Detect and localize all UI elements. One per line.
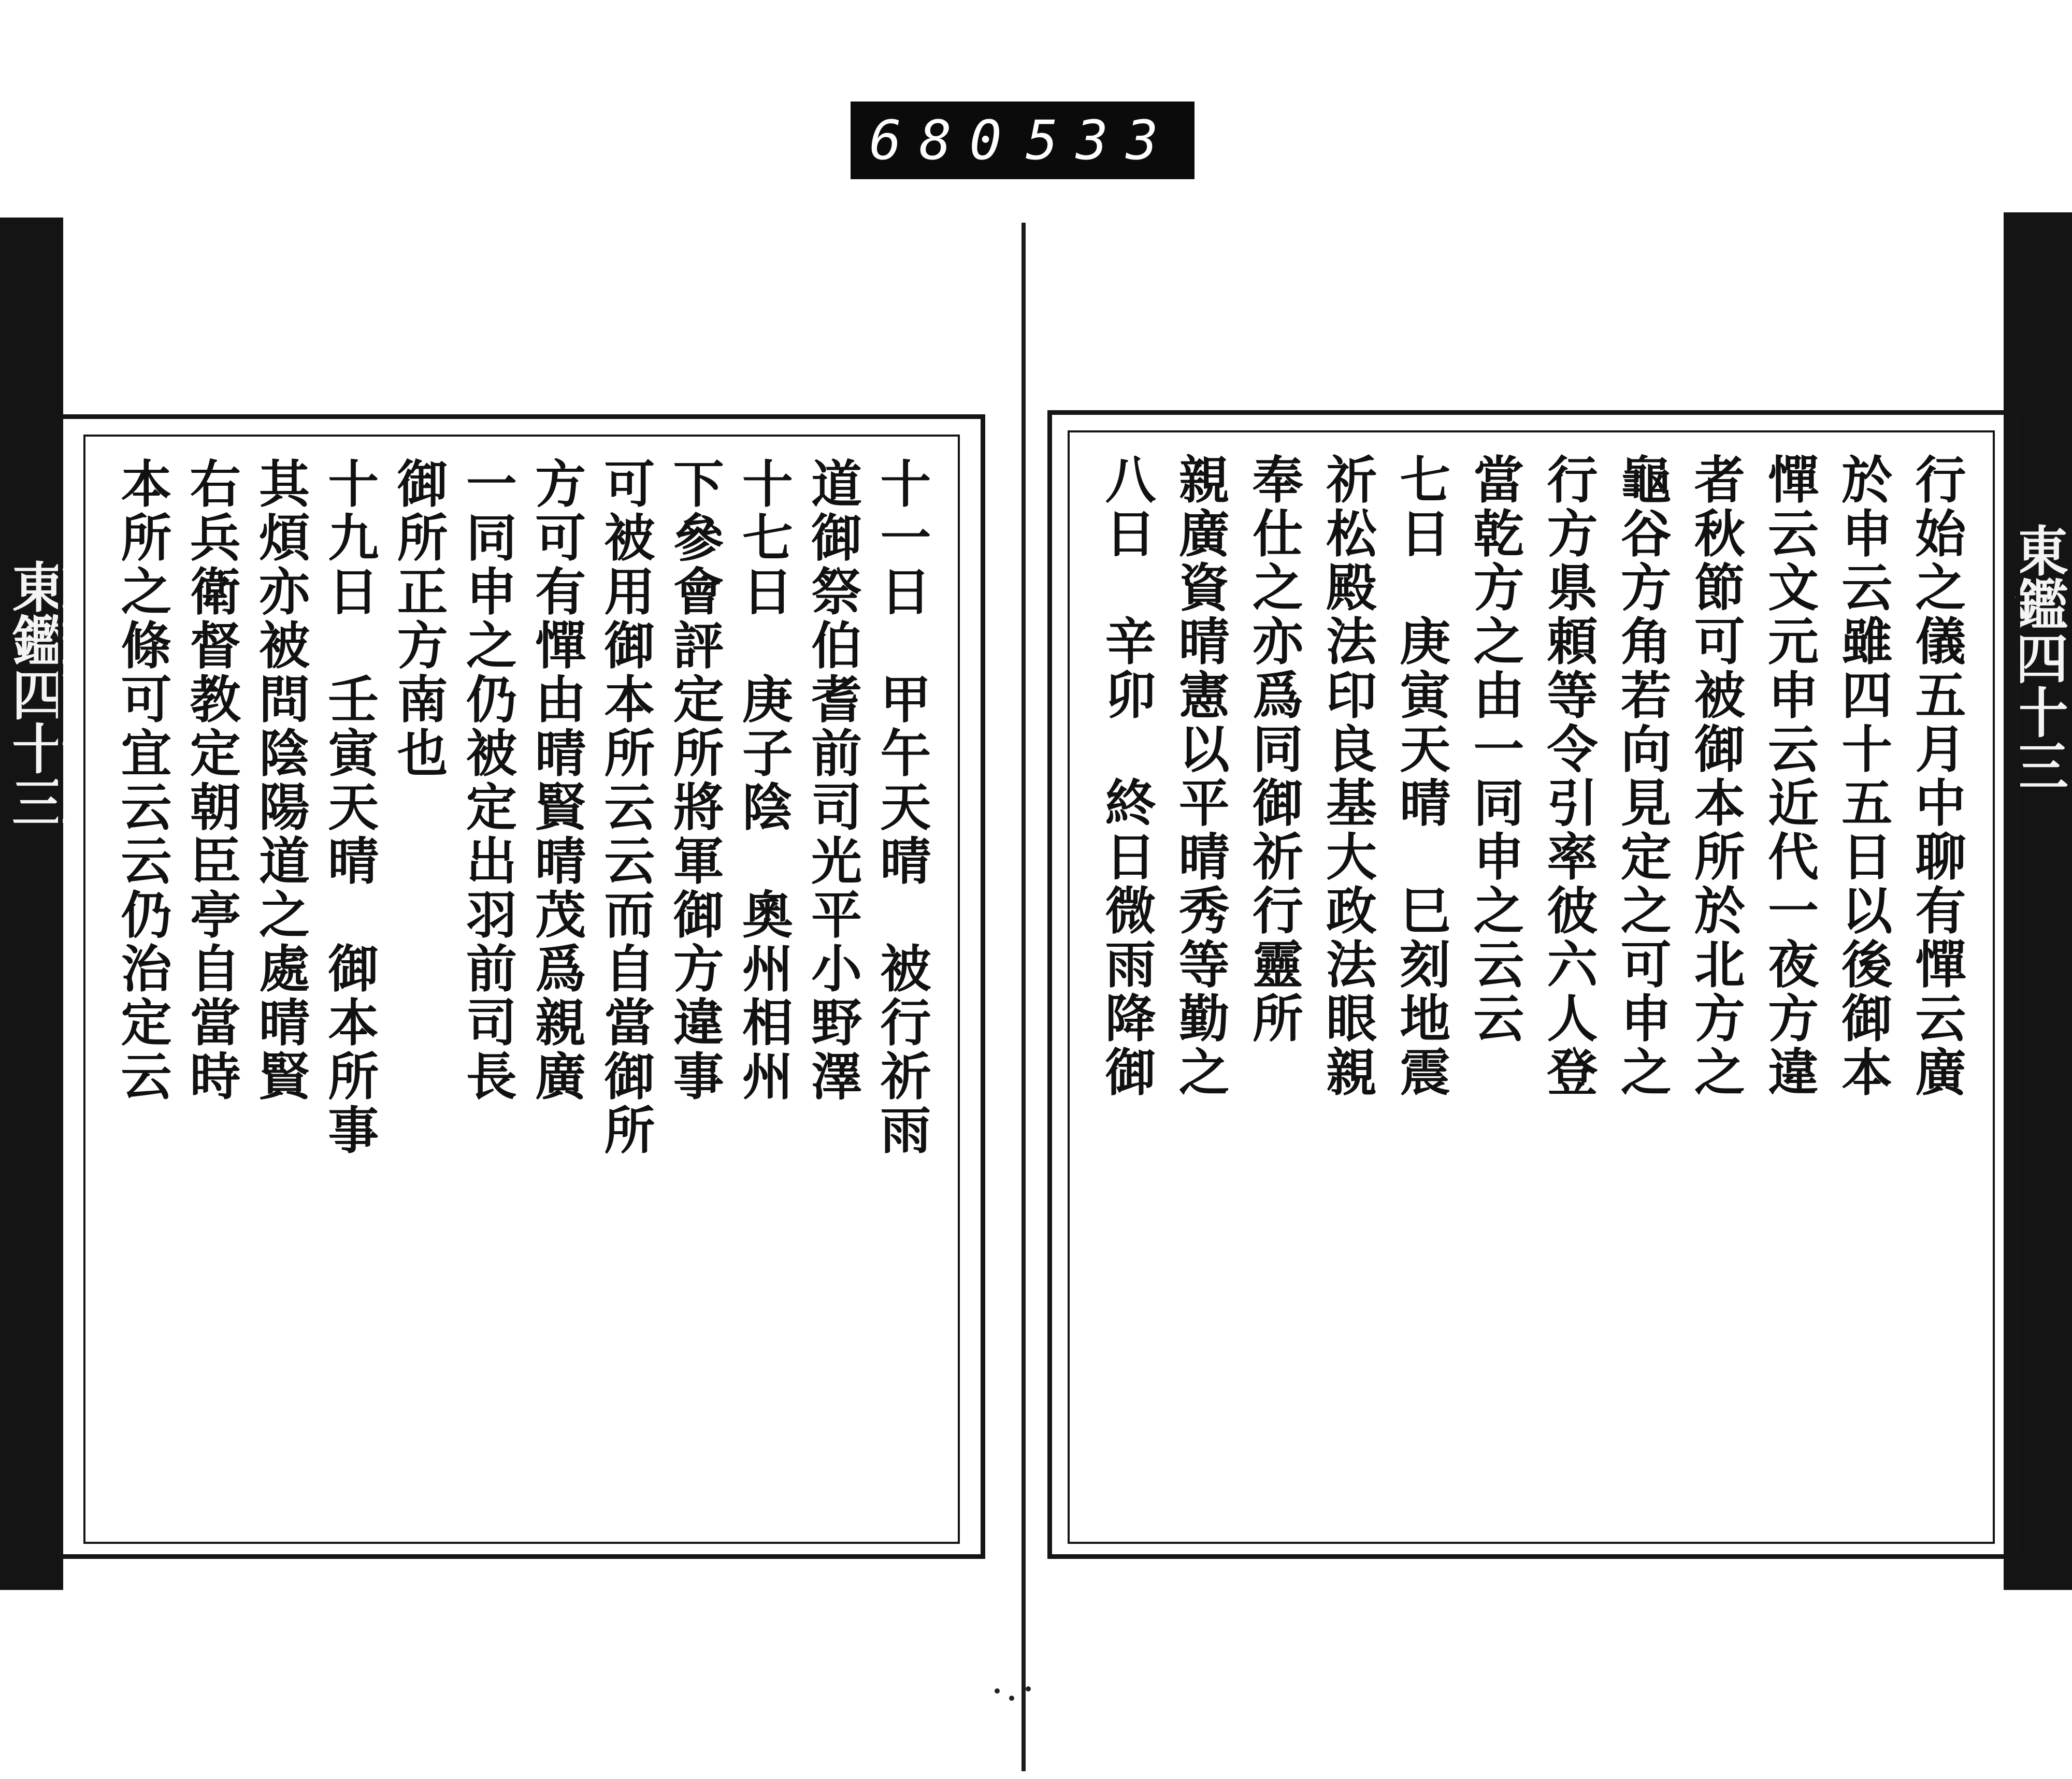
- text-column: 十七日 庚子陰 奧州相州: [733, 457, 794, 1104]
- text-column: 祈松殿法印良基大政法眼親: [1317, 453, 1377, 1100]
- right-page-text: [1097, 453, 1966, 1521]
- right-page-inner-border: [1068, 430, 1995, 1544]
- frame-number-right: 533: [1026, 109, 1176, 172]
- text-column: 可被用御本所云云而自當御所: [595, 457, 655, 1158]
- text-column: 八日 辛卯 終日微雨降御: [1097, 453, 1156, 1100]
- ink-specks: [984, 1683, 1046, 1704]
- text-column: 御所正方南也: [388, 457, 449, 780]
- text-column: 龜谷方角若向見定之可申之: [1612, 453, 1672, 1100]
- frame-number-label: [851, 102, 1195, 179]
- text-column: 行始之儀五月中聊有憚云廣: [1906, 453, 1966, 1100]
- text-column: 一同申之仍被定出羽前司長: [457, 457, 517, 1104]
- text-column: 下參會評定所將軍御方違事: [665, 457, 725, 1104]
- text-column: 道御祭伯耆前司光平小野澤: [802, 457, 862, 1104]
- top-margin: [0, 0, 2072, 83]
- text-column: 於申云雖四十五日以後御本: [1833, 453, 1893, 1100]
- text-column: 方可有憚由晴賢晴茂爲親廣: [526, 457, 586, 1104]
- right-edge-title: 東鑑四十三: [2005, 523, 2069, 792]
- text-column: 當乾方之由一同申之云云: [1464, 453, 1524, 1046]
- text-column: 行方県頼等令引率彼六人登: [1538, 453, 1599, 1100]
- left-page-frame: [58, 414, 985, 1559]
- frame-number-left: 680: [869, 109, 1019, 172]
- text-column: 十九日 壬寅天晴 御本所事: [319, 457, 379, 1158]
- text-column: 奉仕之亦爲同御祈行靈所: [1244, 453, 1304, 1046]
- left-page-text: [112, 457, 931, 1521]
- text-column: 十一日 甲午天晴 被行祈雨: [871, 457, 931, 1158]
- text-column: 其煩亦被問陰陽道之處晴賢: [250, 457, 310, 1104]
- right-page-frame: [1047, 410, 2020, 1559]
- text-column: 親廣資晴憲以平晴秀等勤之: [1170, 453, 1230, 1100]
- text-column: 本所之條可宜云云仍治定云: [112, 457, 172, 1104]
- text-column: 右兵衛督教定朝臣亭自當時: [181, 457, 241, 1104]
- book-gutter: [1021, 223, 1026, 1771]
- text-column: 者秋節可被御本所於北方之: [1686, 453, 1746, 1100]
- text-column: 七日 庚寅天晴 巳刻地震: [1391, 453, 1451, 1100]
- left-edge-title: 東鑑四十三: [3, 559, 66, 829]
- text-column: 憚云文元申云近代一夜方違: [1759, 453, 1819, 1100]
- left-page-edge: [0, 218, 66, 1590]
- left-page-inner-border: [83, 435, 960, 1544]
